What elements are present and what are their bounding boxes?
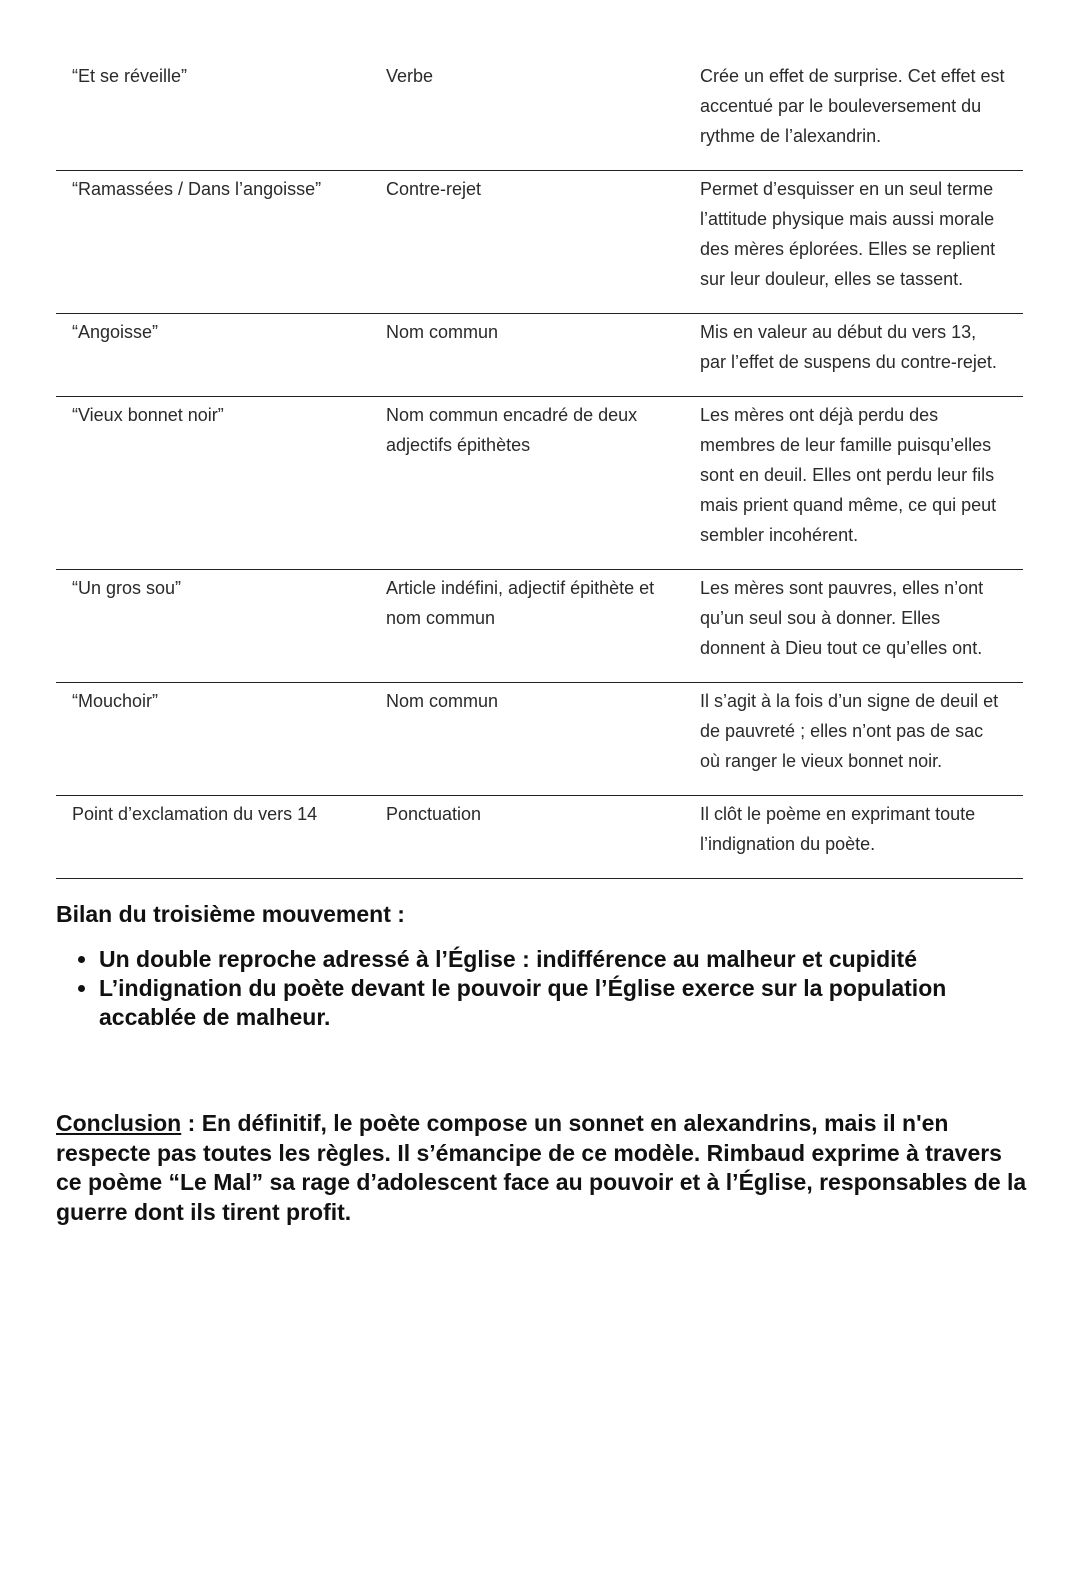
quote-cell: Point d’exclamation du vers 14 xyxy=(56,796,370,879)
summary-item: • Un double reproche adressé à l’Église : indifférence au malheur et cupidité xyxy=(99,945,1023,974)
effect-cell: Les mères ont déjà perdu des membres de leur famille puisqu’elles sont en deuil. Elles ont perdu leur fils mais prient quand même, ce qui peut sembler incohérent. xyxy=(684,397,1023,570)
quote-cell: “Vieux bonnet noir” xyxy=(56,397,370,570)
effect-cell: Mis en valeur au début du vers 13, par l’effet de suspens du contre-rejet. xyxy=(684,314,1023,397)
analysis-table xyxy=(56,60,1023,879)
conclusion-text: En définitif, le poète compose un sonnet en alexandrins, mais il n'en respecte pas toutes les règles. Il s’émancipe de ce modèle. Rimbaud exprime à travers ce poème “Le Mal” sa rage d’adolescent face au pouvoir et à l’Église, responsables de la guerre dont ils tirent profit. xyxy=(56,1110,1027,1225)
conclusion-separator: : xyxy=(181,1110,202,1136)
table-row xyxy=(56,397,1023,570)
table-row xyxy=(56,570,1023,683)
type-cell: Verbe xyxy=(370,60,684,171)
type-cell: Article indéfini, adjectif épithète et nom commun xyxy=(370,570,684,683)
type-cell: Nom commun xyxy=(370,683,684,796)
effect-cell: Les mères sont pauvres, elles n’ont qu’un seul sou à donner. Elles donnent à Dieu tout ce qu’elles ont. xyxy=(684,570,1023,683)
quote-cell: “Mouchoir” xyxy=(56,683,370,796)
type-cell: Nom commun encadré de deux adjectifs épithètes xyxy=(370,397,684,570)
summary-list xyxy=(56,945,1023,1032)
effect-cell: Crée un effet de surprise. Cet effet est accentué par le bouleversement du rythme de l’alexandrin. xyxy=(684,60,1023,171)
quote-cell: “Et se réveille” xyxy=(56,60,370,171)
table-row xyxy=(56,683,1023,796)
quote-cell: “Angoisse” xyxy=(56,314,370,397)
effect-cell: Il s’agit à la fois d’un signe de deuil et de pauvreté ; elles n’ont pas de sac où ranger le vieux bonnet noir. xyxy=(684,683,1023,796)
table-row xyxy=(56,314,1023,397)
conclusion-label: Conclusion xyxy=(56,1110,182,1136)
effect-cell: Permet d’esquisser en un seul terme l’attitude physique mais aussi morale des mères éplorées. Elles se replient sur leur douleur, elles se tassent. xyxy=(684,171,1023,314)
summary-item: • L’indignation du poète devant le pouvoir que l’Église exerce sur la population accablée de malheur. xyxy=(99,974,1023,1032)
effect-cell: Il clôt le poème en exprimant toute l’indignation du poète. xyxy=(684,796,1023,879)
type-cell: Contre-rejet xyxy=(370,171,684,314)
summary-heading: Bilan du troisième mouvement : xyxy=(56,901,405,927)
quote-cell: “Un gros sou” xyxy=(56,570,370,683)
quote-cell: “Ramassées / Dans l’angoisse” xyxy=(56,171,370,314)
document-page xyxy=(56,0,1027,1227)
table-row xyxy=(56,796,1023,879)
table-row xyxy=(56,60,1023,171)
type-cell: Nom commun xyxy=(370,314,684,397)
type-cell: Ponctuation xyxy=(370,796,684,879)
conclusion-paragraph xyxy=(56,1109,1031,1227)
table-row xyxy=(56,171,1023,314)
